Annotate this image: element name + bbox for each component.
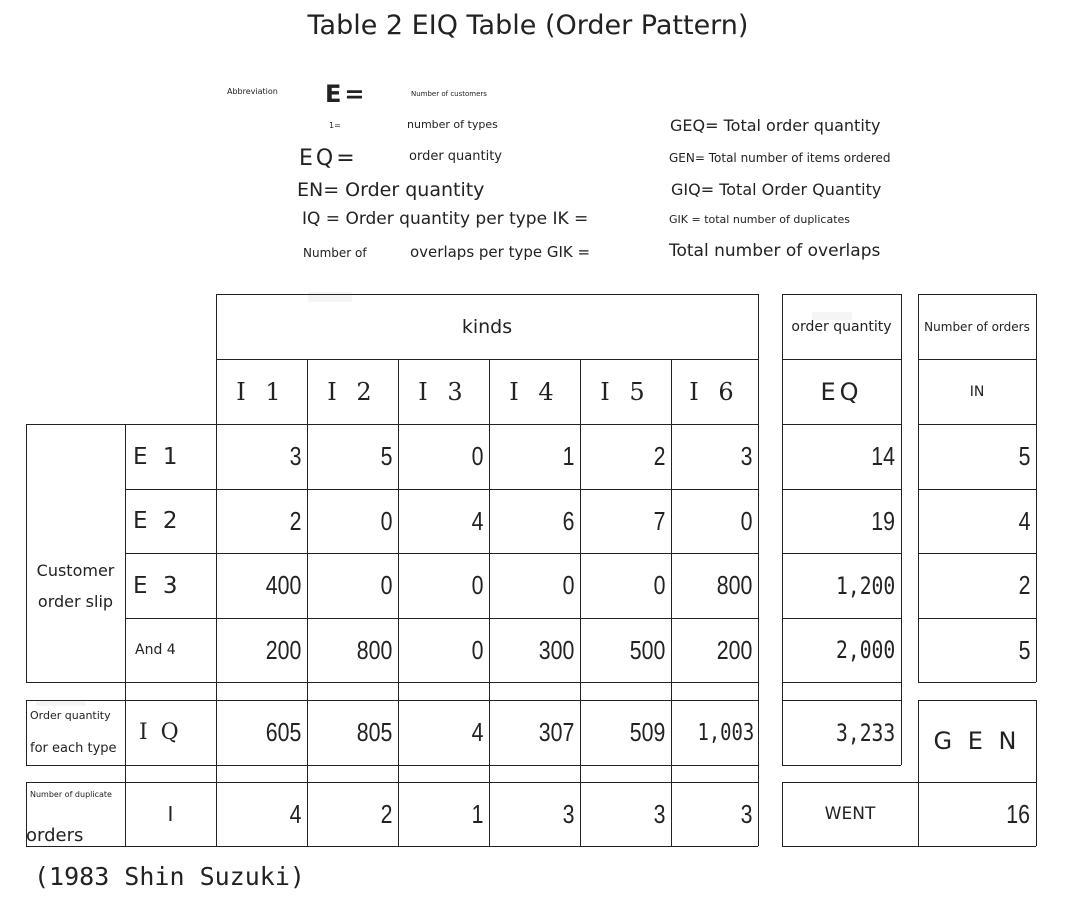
table-cell: 2	[653, 441, 665, 471]
in-cell: 5	[1018, 441, 1030, 471]
eq-cell: 1,200	[835, 571, 895, 600]
table-cell: 0	[471, 634, 483, 665]
row-label-e1: E 1	[133, 443, 182, 470]
i-description: number of types	[407, 118, 498, 131]
gen-definition: GEN= Total number of items ordered	[669, 151, 891, 165]
table-cell: 800	[716, 570, 752, 600]
row-label-e4: And 4	[135, 642, 176, 658]
table-cell: 200	[265, 634, 301, 665]
iq-caption-line2: for each type	[30, 740, 117, 756]
column-header-i3: I 3	[418, 377, 469, 406]
column-header-i6: I 6	[689, 377, 740, 406]
ik-cell: 1	[471, 798, 483, 829]
order-quantity-header: order quantity	[791, 318, 892, 335]
page-title: Table 2 EIQ Table (Order Pattern)	[307, 10, 749, 41]
in-cell: 2	[1018, 570, 1030, 600]
iq-row-label: I Q	[139, 720, 182, 745]
column-header-i1: I 1	[236, 377, 287, 406]
column-header-i5: I 5	[600, 377, 651, 406]
group-label-line2: order slip	[37, 591, 114, 611]
ik-cell: 4	[289, 798, 301, 829]
eq-column-header: EQ	[820, 377, 863, 406]
column-header-i4: I 4	[509, 377, 560, 406]
in-cell: 5	[1018, 634, 1030, 665]
iq-cell: 4	[471, 717, 483, 747]
column-header-i2: I 2	[327, 377, 378, 406]
iq-cell: 605	[265, 717, 301, 747]
eq-symbol: EQ=	[299, 146, 358, 171]
table-cell: 400	[265, 570, 301, 600]
gen-label: G E N	[933, 727, 1021, 755]
table-cell: 1	[562, 441, 574, 471]
table-cell: 3	[740, 441, 752, 471]
giq-definition: GIQ= Total Order Quantity	[671, 180, 882, 199]
ik-caption-line2: orders	[26, 825, 84, 846]
table-cell: 7	[653, 505, 665, 536]
geq-definition: GEQ= Total order quantity	[670, 116, 881, 135]
table-cell: 0	[740, 505, 752, 536]
gik-definition: GIK = total number of duplicates	[669, 213, 851, 226]
table-cell: 4	[471, 505, 483, 536]
total-overlaps-definition: Total number of overlaps	[669, 241, 881, 261]
eq-cell: 14	[871, 441, 895, 471]
ik-cell: 3	[562, 798, 574, 829]
table-cell: 200	[716, 634, 752, 665]
eq-cell: 19	[871, 505, 895, 536]
iq-cell: 1,003	[697, 719, 754, 746]
i-symbol: 1=	[329, 121, 341, 130]
en-definition: EN= Order quantity	[297, 179, 485, 201]
eq-description: order quantity	[409, 149, 502, 164]
table-cell: 5	[380, 441, 392, 471]
iq-cell: 805	[356, 717, 392, 747]
row-label-e2: E 2	[133, 508, 182, 534]
table-cell: 3	[289, 441, 301, 471]
group-label-line1: Customer	[36, 560, 115, 580]
iq-cell: 307	[538, 717, 574, 747]
table-cell: 6	[562, 505, 574, 536]
e-description: Number of customers	[411, 90, 487, 98]
abbreviation-label: Abbreviation	[227, 87, 278, 96]
ik-cell: 3	[740, 798, 752, 829]
ik-cell: 2	[380, 798, 392, 829]
table-cell: 2	[289, 505, 301, 536]
citation: (1983 Shin Suzuki)	[34, 862, 305, 891]
number-of-label: Number of	[303, 246, 367, 260]
iq-total-cell: 3,233	[835, 718, 895, 747]
eq-cell: 2,000	[835, 636, 895, 664]
iq-row-caption	[26, 700, 125, 765]
went-label: WENT	[824, 804, 876, 824]
table-cell: 0	[471, 570, 483, 600]
table-cell: 500	[629, 634, 665, 665]
overlaps-definition: overlaps per type GIK =	[410, 243, 591, 261]
table-cell: 0	[380, 505, 392, 536]
ik-row-label: I	[167, 802, 174, 826]
in-cell: 4	[1018, 505, 1030, 536]
ik-cell: 3	[653, 798, 665, 829]
table-cell: 0	[471, 441, 483, 471]
ik-row-caption	[26, 782, 125, 846]
kinds-header: kinds	[461, 315, 513, 338]
table-cell: 300	[538, 634, 574, 665]
customer-order-slip-label	[26, 553, 125, 618]
ik-caption-line1: Number of duplicate	[30, 790, 112, 799]
table-cell: 0	[380, 570, 392, 600]
iq-definition: IQ = Order quantity per type IK =	[302, 209, 589, 229]
table-cell: 800	[356, 634, 392, 665]
in-column-header: IN	[969, 383, 985, 400]
row-label-e3: E 3	[133, 572, 182, 599]
table-cell: 0	[653, 570, 665, 600]
e-symbol: E=	[325, 80, 368, 108]
table-cell: 0	[562, 570, 574, 600]
number-of-orders-header: Number of orders	[924, 319, 1030, 334]
ik-total-cell: 16	[1006, 798, 1030, 829]
iq-caption-line1: Order quantity	[30, 709, 111, 723]
iq-cell: 509	[629, 717, 665, 747]
